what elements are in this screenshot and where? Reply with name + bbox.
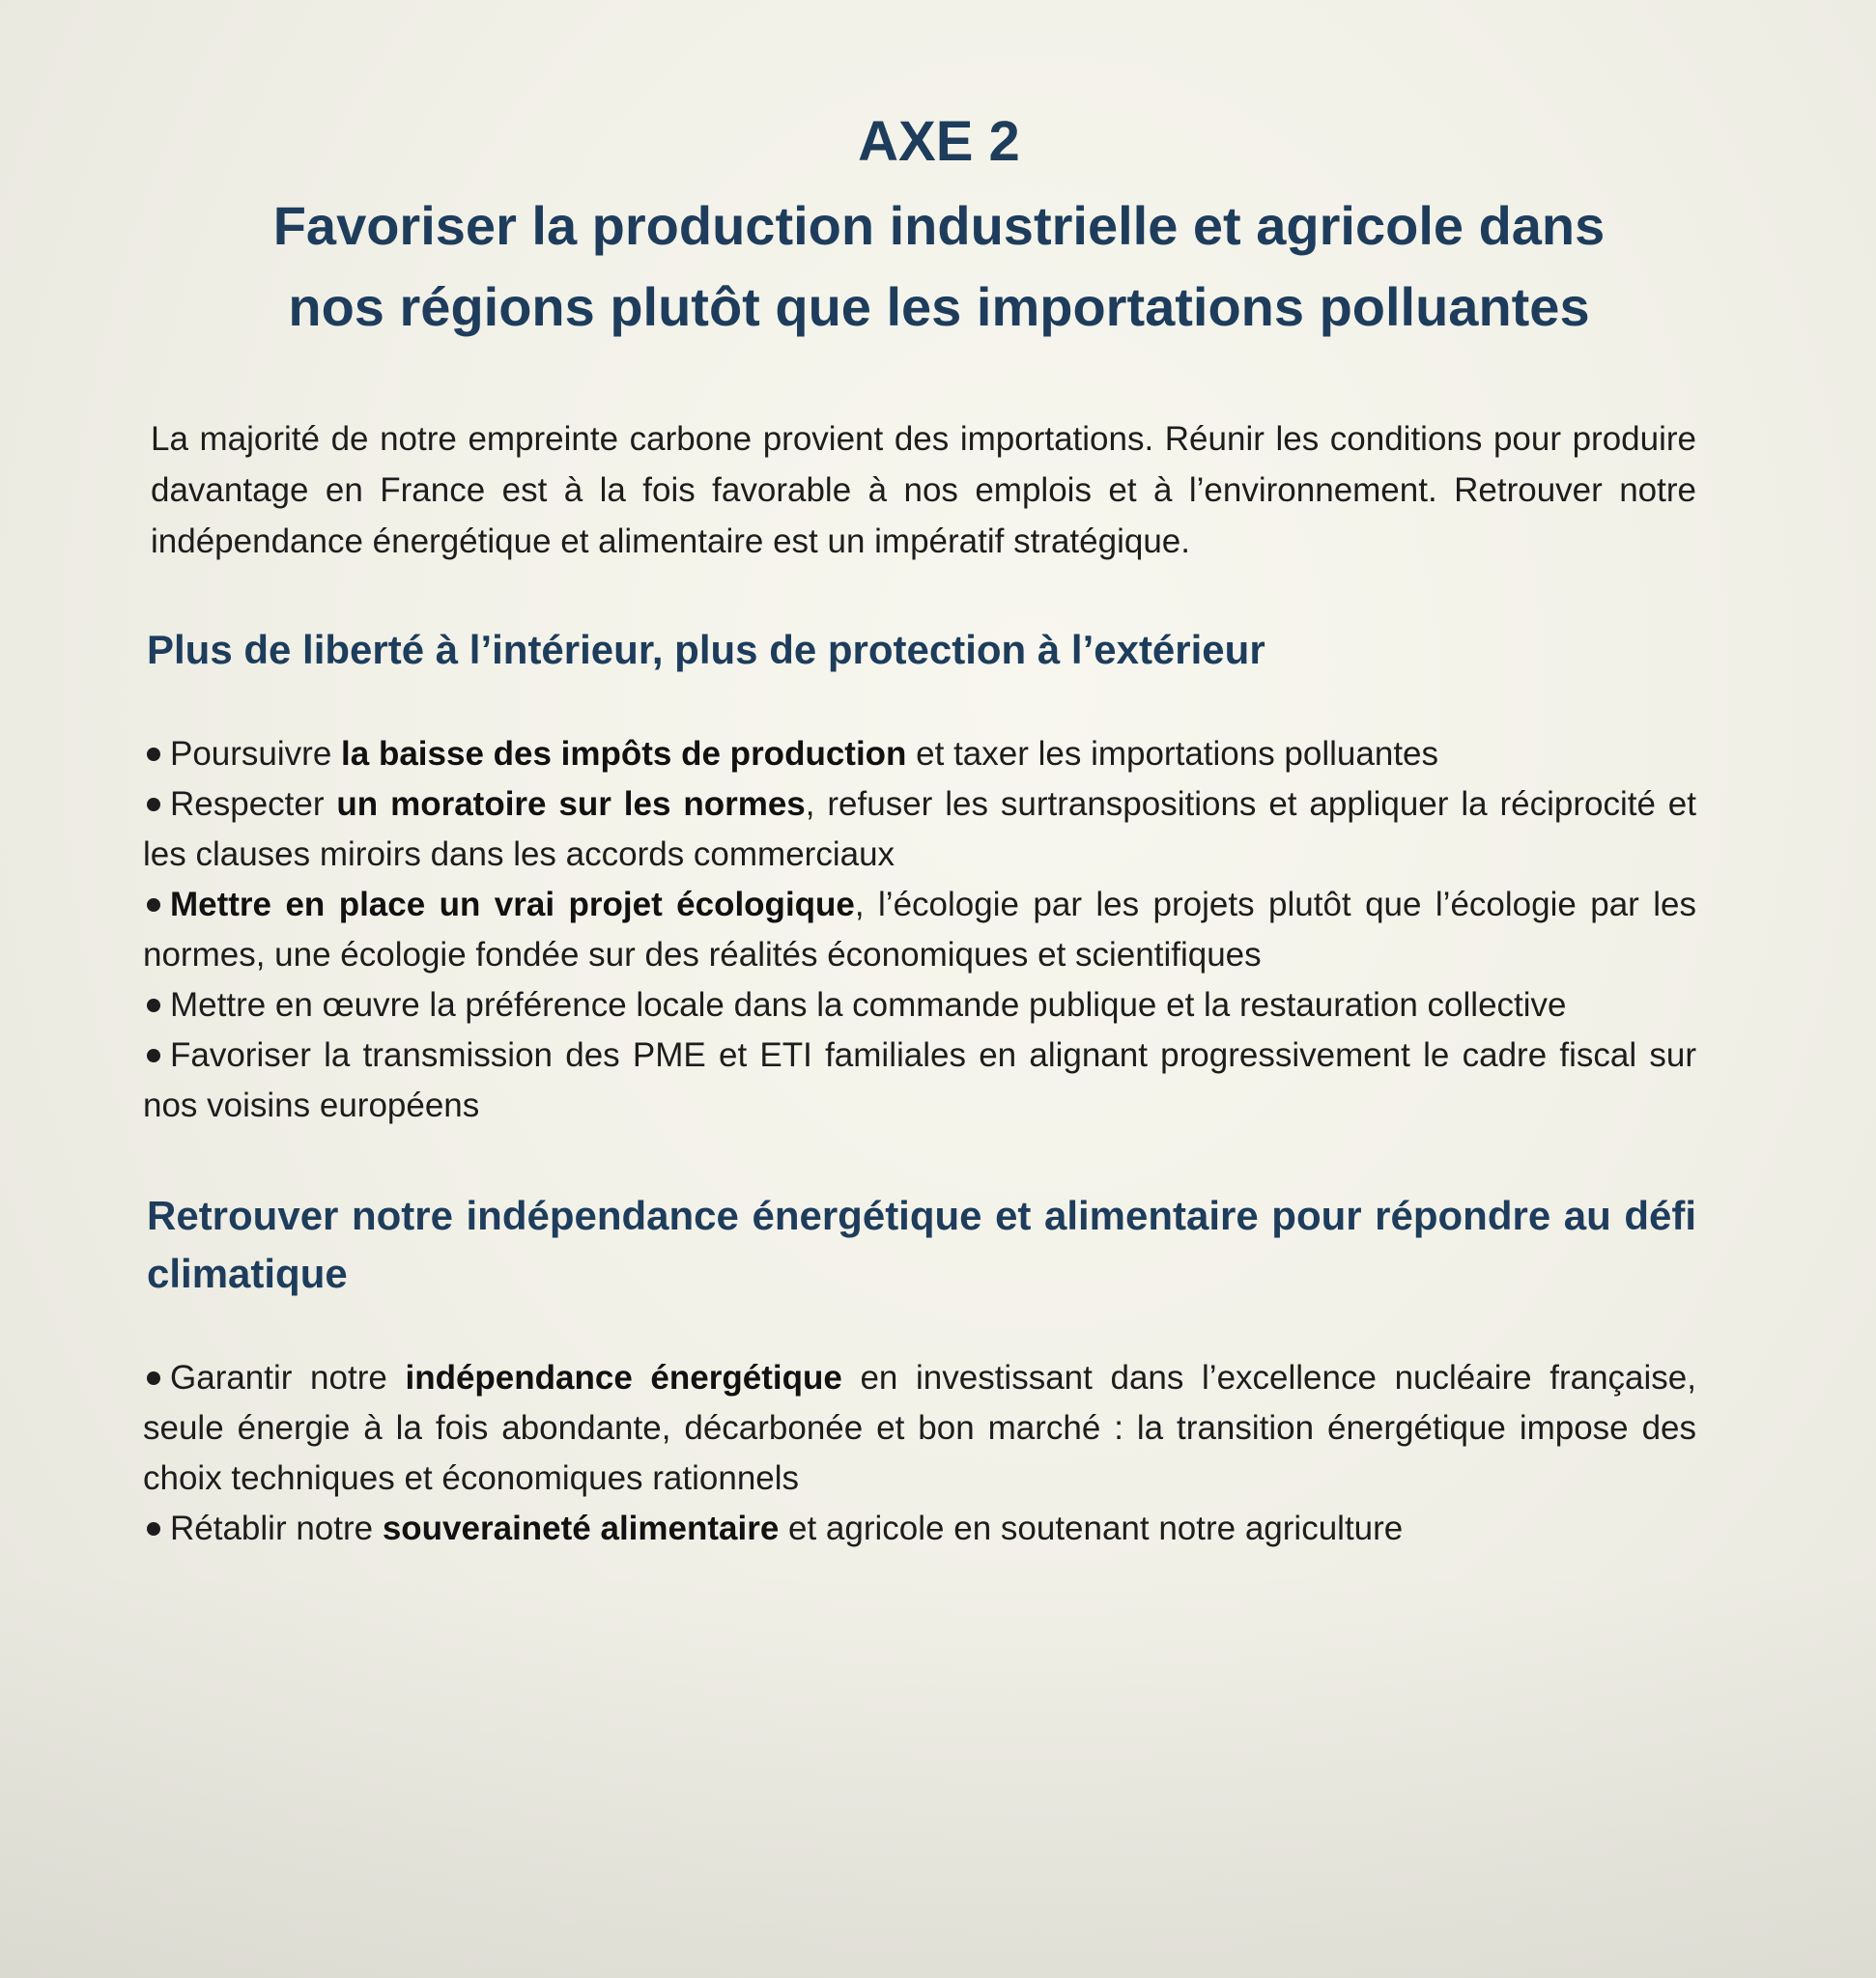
bullet-text: en investissant dans l’excellence nucléaire française, seule énergie à la fois abondante, décarbonée et bon marché : la transition énergétique impose des choix techniques et économiques rationnels bbox=[143, 1359, 1696, 1497]
bullet-emphasis: souveraineté alimentaire bbox=[382, 1510, 780, 1547]
section-independance bbox=[143, 1187, 1696, 1554]
section-liberte-protection bbox=[143, 621, 1696, 1131]
bullet-emphasis: indépendance énergétique bbox=[405, 1359, 842, 1397]
document-content bbox=[143, 106, 1696, 1554]
bullet-emphasis: un moratoire sur les normes bbox=[336, 785, 806, 823]
axe-title bbox=[143, 185, 1696, 348]
intro-paragraph: La majorité de notre empreinte carbone provient des importations. Réunir les conditions pour produire davantage en France est à la fois favorable à nos emplois et à l’environnement. Retrouver notre indépendance énergétique et alimentaire est un impératif stratégique. bbox=[151, 420, 1696, 560]
bullet-item bbox=[143, 1353, 1696, 1504]
bullet-list bbox=[143, 1353, 1696, 1554]
bullet-item bbox=[143, 1031, 1696, 1131]
bullet-text: , l’écologie par les projets plutôt que l’écologie par les normes, une écologie fondée sur des réalités économiques et scientifiques bbox=[143, 886, 1696, 974]
bullet-icon bbox=[147, 898, 160, 912]
bullet-list bbox=[143, 729, 1696, 1131]
bullet-text: Garantir notre bbox=[170, 1359, 406, 1397]
bullet-icon bbox=[147, 748, 160, 761]
bullet-icon bbox=[147, 798, 160, 811]
bullet-icon bbox=[147, 999, 160, 1012]
bullet-icon bbox=[147, 1049, 160, 1062]
bullet-text: Respecter bbox=[170, 785, 337, 823]
bullet-text: et agricole en soutenant notre agriculture bbox=[779, 1510, 1404, 1547]
bullet-item bbox=[143, 729, 1696, 779]
bullet-item bbox=[143, 1504, 1696, 1554]
bullet-item bbox=[143, 980, 1696, 1031]
axe-title-line1: Favoriser la production industrielle et agricole dans bbox=[272, 195, 1606, 256]
bullet-icon bbox=[147, 1371, 160, 1385]
bullet-text: Poursuivre bbox=[170, 735, 342, 773]
section-heading: Retrouver notre indépendance énergétique et alimentaire pour répondre au défi climatique bbox=[147, 1193, 1696, 1296]
bullet-emphasis: la baisse des impôts de production bbox=[341, 735, 907, 773]
bullet-text: Mettre en œuvre la préférence locale dans la commande publique et la restauration collective bbox=[170, 986, 1567, 1024]
bullet-text: et taxer les importations polluantes bbox=[906, 735, 1439, 773]
axe-label: AXE 2 bbox=[858, 110, 1020, 173]
bullet-icon bbox=[147, 1522, 160, 1536]
bullet-item bbox=[143, 880, 1696, 980]
bullet-text: Rétablir notre bbox=[170, 1510, 383, 1547]
axe-title-line2: nos régions plutôt que les importations polluantes bbox=[288, 276, 1590, 337]
bullet-emphasis: Mettre en place un vrai projet écologique bbox=[170, 886, 855, 923]
bullet-item bbox=[143, 779, 1696, 880]
bullet-text: , refuser les surtranspositions et appliquer la réciprocité et les clauses miroirs dans les accords commerciaux bbox=[143, 785, 1696, 873]
section-heading: Plus de liberté à l’intérieur, plus de protection à l’extérieur bbox=[147, 627, 1265, 672]
bullet-text: Favoriser la transmission des PME et ETI familiales en alignant progressivement le cadre fiscal sur nos voisins européens bbox=[143, 1036, 1696, 1124]
